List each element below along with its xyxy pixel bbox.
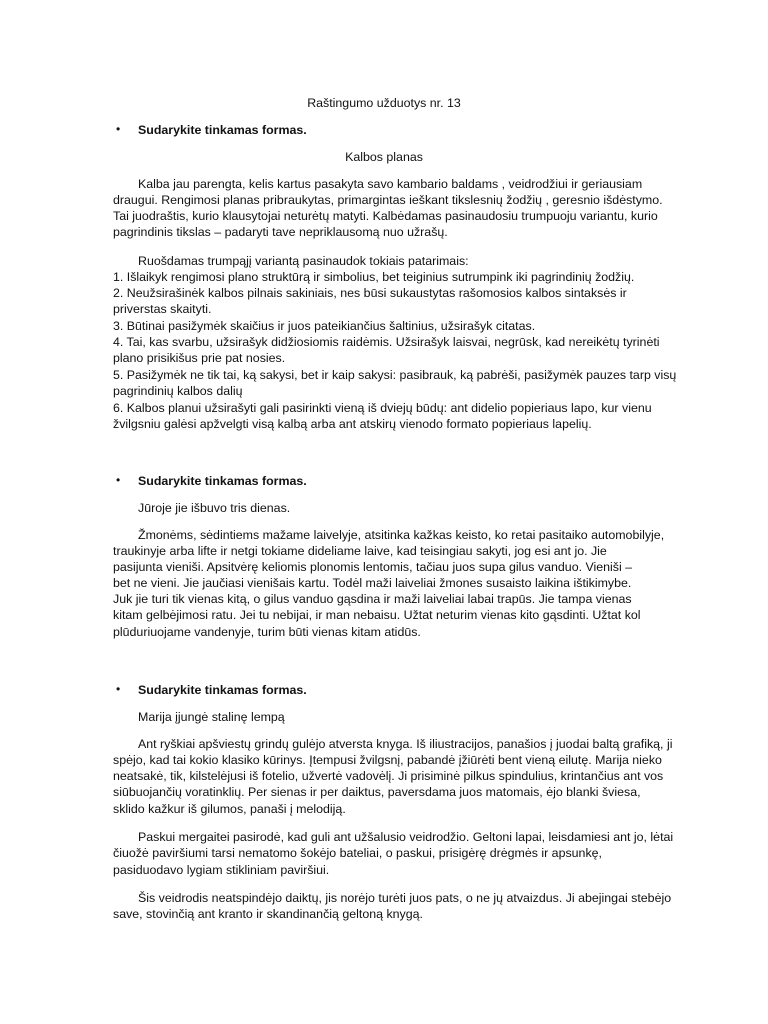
list-item: plano prisikišus prie pat nosies. <box>113 351 286 365</box>
bullet-marker: • <box>116 473 121 487</box>
section-2-instruction: Sudarykite tinkamas formas. <box>138 474 307 488</box>
section-3-para2-line: čiuožė paviršiumi tarsi nematomo šokėjo bateliai, o paskui, prisigėrę drėgmės ir apsunkę, <box>113 846 602 860</box>
section-2-para-line: pasijunta vieniši. Apsitvėrę keliomis plonomis lentomis, tačiau juos supa gilus vanduo. Vieniši – <box>113 560 633 574</box>
list-item: 4. Tai, kas svarbu, užsirašyk didžiosiomis raidėmis. Užsirašyk laisvai, negrūsk, kad nereikėtų tyrinėti <box>113 335 660 349</box>
section-3-para2-line: pasiduodavo lygiam stikliniam paviršiui. <box>113 863 330 877</box>
list-item: 3. Būtinai pasižymėk skaičius ir juos pateikiančius šaltinius, užsirašyk citatas. <box>113 319 536 333</box>
section-3-para-line: spėjo, kad tai kokio klasiko kūrinys. Įtempusi žvilgsnį, pabandė įžiūrėti bent vieną eilutę. Marija nieko <box>113 753 662 767</box>
section-3-para-line: neatsakė, tik, kilstelėjusi iš fotelio, užvertė vadovėlį. Ji prisiminė pilkus spindulius, krintančius ant vos <box>113 769 664 783</box>
section-1-list-intro: Ruošdamas trumpąjį variantą pasinaudok tokiais patarimais: <box>138 254 469 268</box>
section-3-para-line: sklido kažkur iš gilumos, panaši į melodiją. <box>113 802 346 816</box>
section-2-para-line: traukinyje arba lifte ir netgi tokiame dideliame laive, kad teisingiau sakyti, jog esi ant jo. Jie <box>113 544 607 558</box>
section-3-para3-line: Šis veidrodis neatspindėjo daiktų, jis norėjo turėti juos pats, o ne jų atvaizdus. Ji abejingai stebėjo <box>138 891 672 905</box>
section-1-para-line: draugui. Rengimosi planas pribraukytas, primargintas ieškant tikslesnių žodžių , geresnio išdėstymo. <box>113 193 663 207</box>
section-1-para-line: Kalba jau parengta, kelis kartus pasakyta savo kambario baldams , veidrodžiui ir geriausiam <box>138 177 643 191</box>
section-2-subtitle: Jūroje jie išbuvo tris dienas. <box>138 501 291 515</box>
list-item: žvilgsniu galėsi apžvelgti visą kalbą arba ant atskirų vienodo formato popieriaus lapelių. <box>113 417 592 431</box>
list-item: 5. Pasižymėk ne tik tai, ką sakysi, bet ir kaip sakysi: pasibrauk, ką pabrėši, pasižymėk pauzes tarp visų <box>113 368 677 382</box>
section-1-para-line: pagrindinis tikslas – padaryti tave nepriklausomą nuo užrašų. <box>113 225 448 239</box>
section-2-para-line: plūduriuojame vandenyje, turim būti vienas kitam atidūs. <box>113 625 421 639</box>
list-item: 6. Kalbos planui užsirašyti gali pasirinkti vieną iš dviejų būdų: ant didelio popieriaus lapo, kur vienu <box>113 401 652 415</box>
section-2-para-line: Juk jie turi tik vienas kitą, o gilus vanduo gąsdina ir maži laiveliai labai trapūs. Jie tampa vienas <box>113 592 632 606</box>
bullet-marker: • <box>116 682 121 696</box>
list-item: 2. Neužsirašinėk kalbos pilnais sakiniais, nes būsi sukaustytas rašomosios kalbos sintaksės ir <box>113 286 627 300</box>
section-2-para-line: bet ne vieni. Jie jaučiasi vienišais kartu. Todėl maži laiveliai žmones susaisto laikina ištikimybe. <box>113 576 632 590</box>
section-3-subtitle: Marija įjungė stalinę lempą <box>138 710 285 724</box>
list-item: pagrindinių kalbos dalių <box>113 384 243 398</box>
bullet-marker: • <box>116 122 121 136</box>
list-item: 1. Išlaikyk rengimosi plano struktūrą ir simbolius, bet teiginius sutrumpink iki pagrindinių žodžių. <box>113 270 635 284</box>
section-1-subtitle: Kalbos planas <box>345 150 423 164</box>
section-3-instruction: Sudarykite tinkamas formas. <box>138 683 307 697</box>
document-title: Raštingumo užduotys nr. 13 <box>307 96 461 110</box>
section-3-para-line: Ant ryškiai apšviestų grindų gulėjo atversta knyga. Iš iliustracijos, panašios į juodai baltą grafiką, ji <box>138 737 673 751</box>
section-1-para-line: Tai juodraštis, kurio klausytojai neturėtų matyti. Kalbėdamas pasinaudosiu trumpuoju variantu, kurio <box>113 209 658 223</box>
section-2-para-line: kitam gelbėjimosi ratu. Jei tu nebijai, ir man nebaisu. Užtat neturim vienas kito gąsdinti. Užtat kol <box>113 608 641 622</box>
section-3-para2-line: Paskui mergaitei pasirodė, kad guli ant užšalusio veidrodžio. Geltoni lapai, leisdamiesi ant jo, lėtai <box>138 830 674 844</box>
section-2-para-line: Žmonėms, sėdintiems mažame laivelyje, atsitinka kažkas keisto, ko retai pasitaiko automobilyje, <box>138 528 665 542</box>
section-1-instruction: Sudarykite tinkamas formas. <box>138 123 307 137</box>
list-item: priverstas skaityti. <box>113 302 212 316</box>
section-3-para3-line: save, stovinčią ant kranto ir skandinančią geltoną knygą. <box>113 907 423 921</box>
section-3-para-line: siūbuojančių voratinklių. Per sienas ir per daiktus, paversdama juos matomais, ėjo blanki šviesa, <box>113 785 641 799</box>
